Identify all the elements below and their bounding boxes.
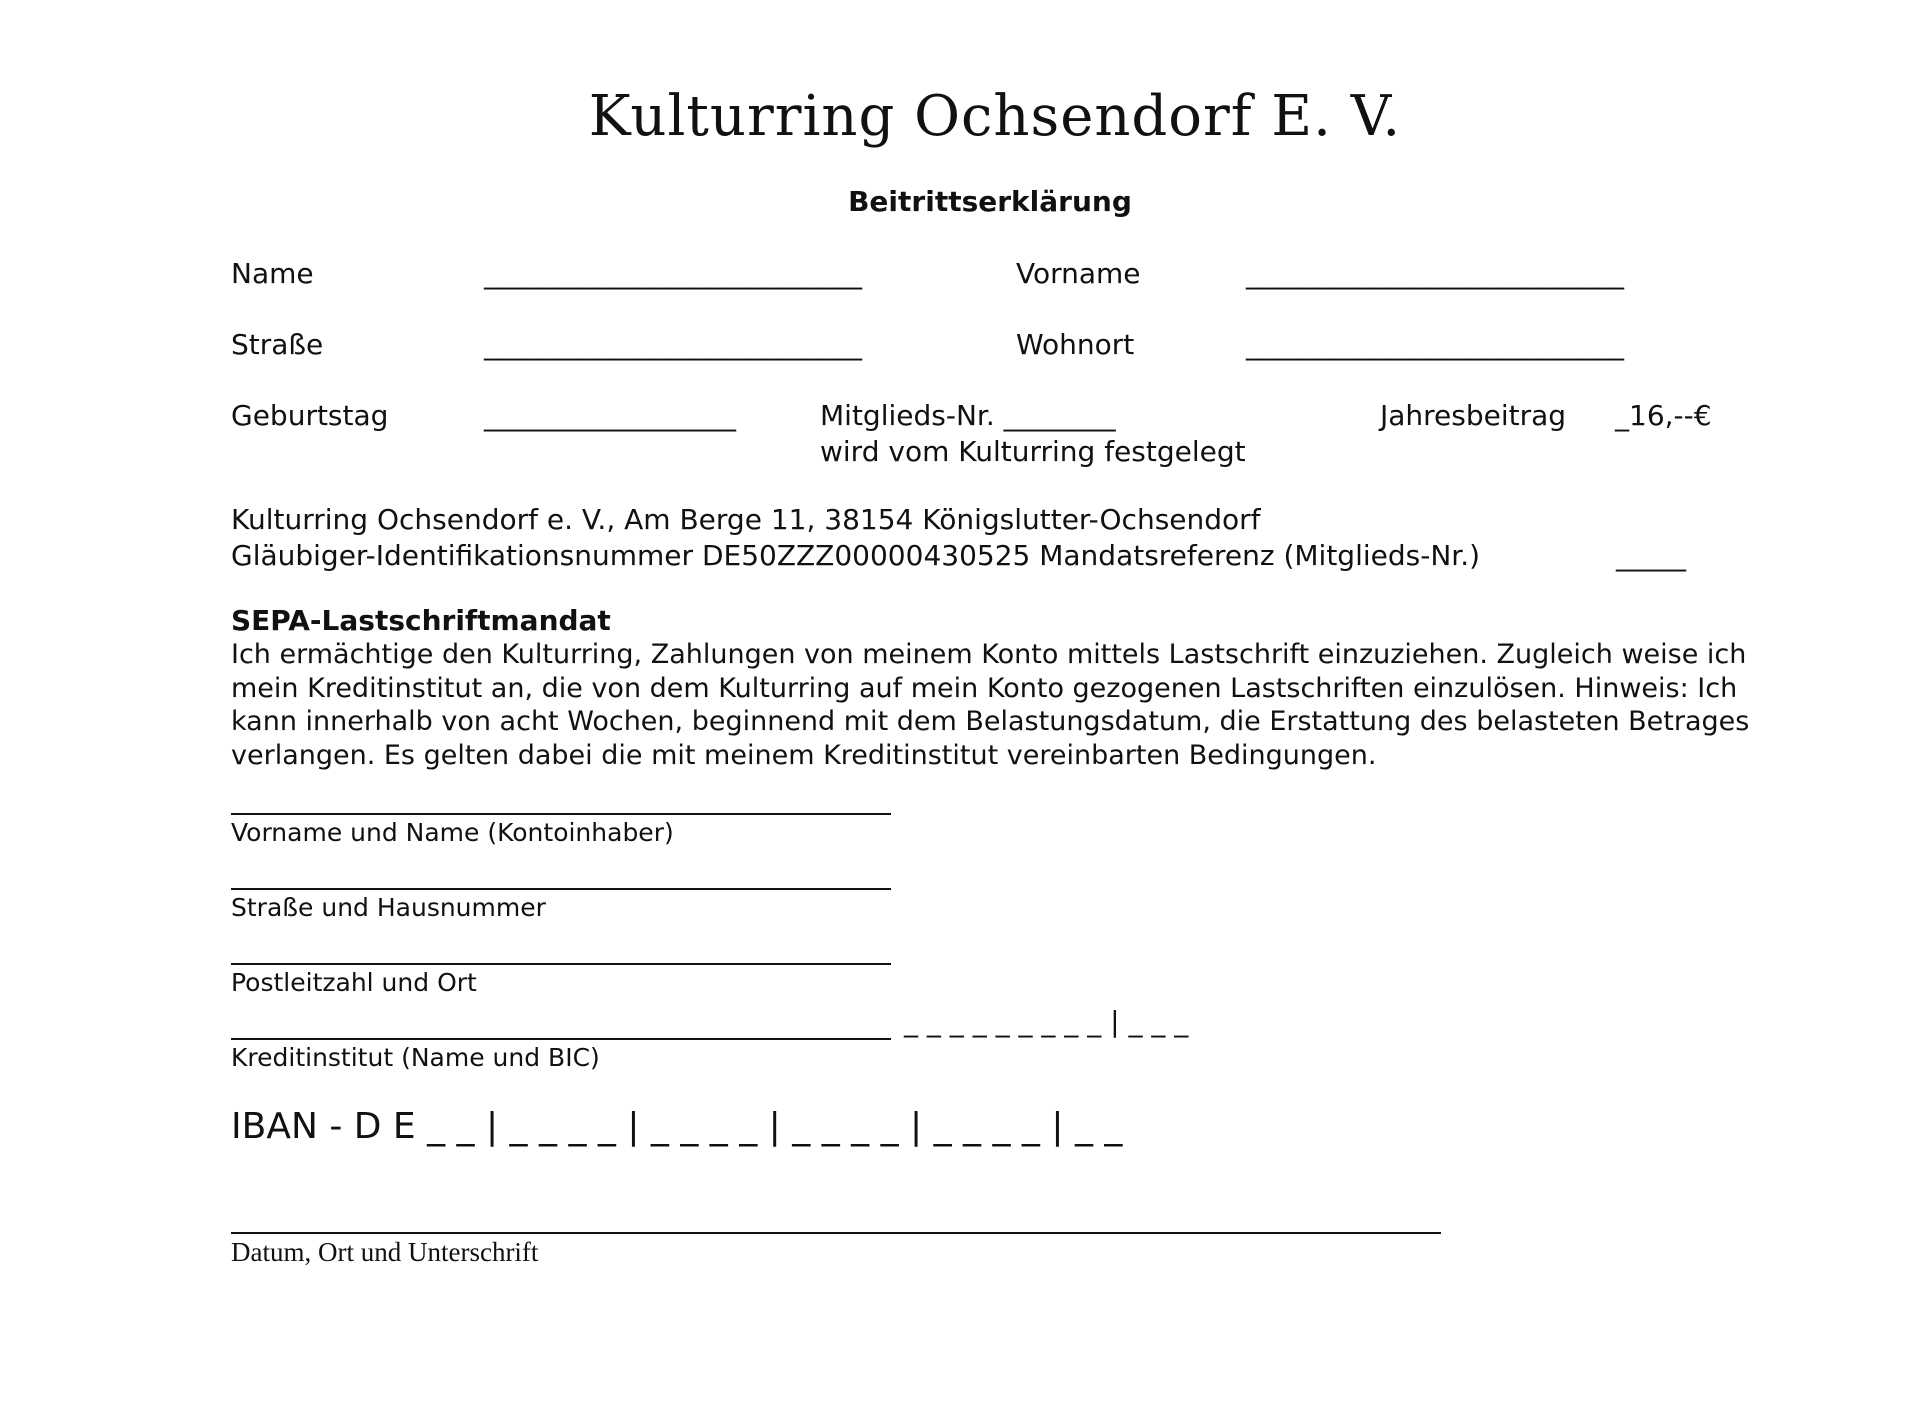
sepa-heading: SEPA-Lastschriftmandat	[231, 604, 611, 637]
bank-label: Kreditinstitut (Name und BIC)	[231, 1043, 600, 1072]
iban-field[interactable]: IBAN - D E _ _ | _ _ _ _ | _ _ _ _ | _ _ _ _ | _ _ _ _ | _ _	[231, 1106, 1123, 1147]
creditor-id-line: Gläubiger-Identifikationsnummer DE50ZZZ00000430525 Mandatsreferenz (Mitglieds-Nr.)	[231, 539, 1481, 572]
mitglieds-nr-field[interactable]: Mitglieds-Nr. ________	[820, 399, 1116, 432]
strasse-label: Straße	[231, 328, 324, 361]
organization-title: Kulturring Ochsendorf E. V.	[588, 84, 1402, 149]
jahresbeitrag-label: Jahresbeitrag	[1380, 399, 1567, 432]
name-label: Name	[231, 257, 314, 290]
mitglieds-nr-note: wird vom Kulturring festgelegt	[820, 435, 1246, 468]
bank-line[interactable]	[231, 1038, 891, 1040]
wohnort-label: Wohnort	[1016, 328, 1135, 361]
wohnort-field[interactable]: ___________________________	[1246, 328, 1624, 361]
mandate-reference-field[interactable]: _____	[1616, 539, 1686, 572]
holder-line[interactable]	[231, 813, 891, 815]
creditor-address: Kulturring Ochsendorf e. V., Am Berge 11, 38154 Königslutter-Ochsendorf	[231, 503, 1261, 536]
strasse-field[interactable]: ___________________________	[484, 328, 862, 361]
sepa-text: Ich ermächtige den Kulturring, Zahlungen von meinem Konto mittels Lastschrift einzuziehen. Zugleich weise ich mein Kreditinstitut an, die von dem Kulturring auf mein Konto gezogenen Lastschriften einzulösen. Hinweis: Ich kann innerhalb von acht Wochen, beginnend mit dem Belastungsdatum, die Erstattung des belasteten Betrages verlangen. Es gelten dabei die mit meinem Kreditinstitut vereinbarten Bedingungen.	[231, 639, 1750, 771]
name-field[interactable]: ___________________________	[484, 257, 862, 290]
geburtstag-label: Geburtstag	[231, 399, 389, 432]
city-label: Postleitzahl und Ort	[231, 968, 477, 997]
vorname-label: Vorname	[1016, 257, 1141, 290]
bic-field[interactable]: _ _ _ _ _ _ _ _ _ | _ _ _	[904, 1005, 1189, 1038]
street-line[interactable]	[231, 888, 891, 890]
signature-label: Datum, Ort und Unterschrift	[231, 1237, 539, 1267]
holder-label: Vorname und Name (Kontoinhaber)	[231, 818, 674, 847]
form-title: Beitrittserklärung	[848, 185, 1132, 218]
street-label: Straße und Hausnummer	[231, 893, 546, 922]
city-line[interactable]	[231, 963, 891, 965]
geburtstag-field[interactable]: __________________	[484, 399, 736, 432]
vorname-field[interactable]: ___________________________	[1246, 257, 1624, 290]
jahresbeitrag-value: _16,--€	[1615, 399, 1712, 432]
signature-line[interactable]	[231, 1232, 1441, 1234]
